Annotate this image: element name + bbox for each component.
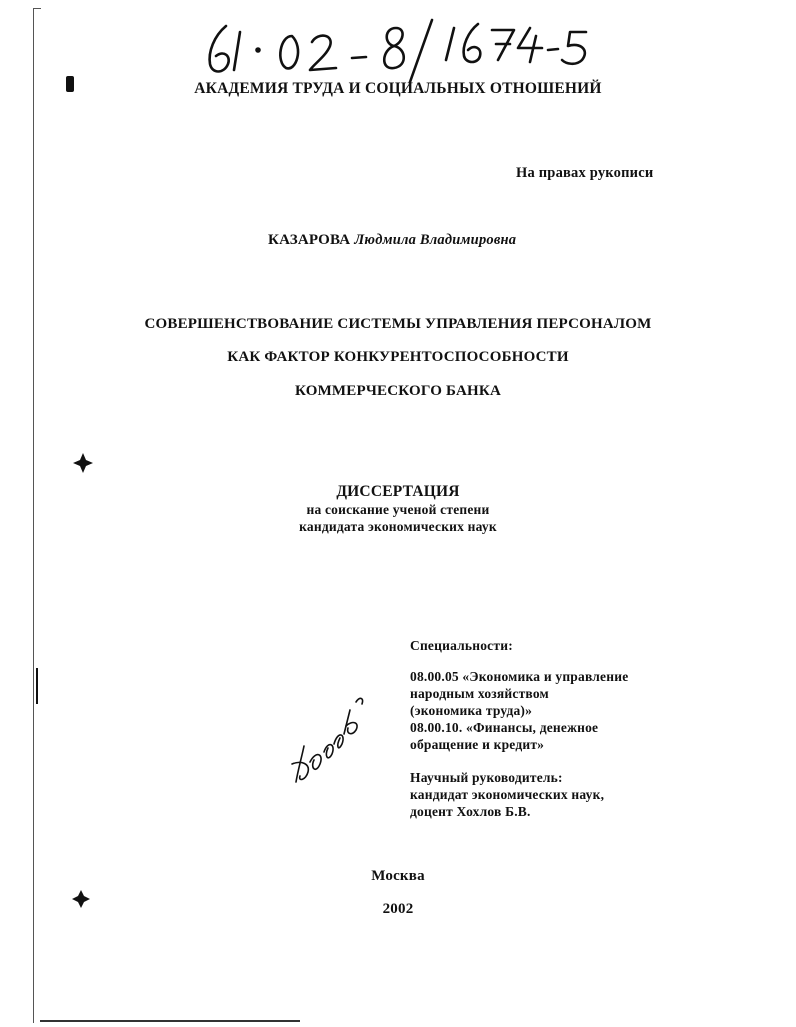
- author-line: [268, 232, 516, 249]
- document-type: ДИССЕРТАЦИЯ: [336, 483, 460, 500]
- manuscript-rights-note: На правах рукописи: [516, 165, 654, 181]
- specialty-line-5: обращение и кредит»: [410, 737, 545, 752]
- supervisor-line-1: Научный руководитель:: [410, 770, 563, 785]
- author-given-names: Людмила Владимировна: [354, 232, 517, 248]
- institution-name: АКАДЕМИЯ ТРУДА И СОЦИАЛЬНЫХ ОТНОШЕНИЙ: [194, 80, 602, 97]
- specialty-line-3: (экономика труда)»: [410, 703, 533, 718]
- author-surname: КАЗАРОВА: [268, 232, 351, 248]
- scan-bottom-edge: [40, 1020, 300, 1022]
- author-signature: [288, 690, 368, 795]
- signature-svg: [288, 690, 368, 790]
- title-line-1: СОВЕРШЕНСТВОВАНИЕ СИСТЕМЫ УПРАВЛЕНИЯ ПЕРСОНАЛОМ: [144, 316, 652, 332]
- specialty-line-4: 08.00.10. «Финансы, денежное: [410, 720, 599, 735]
- supervisor-line-2: кандидат экономических наук,: [410, 787, 605, 802]
- archive-number-svg: [196, 14, 606, 84]
- scan-mark-left: [36, 668, 38, 704]
- degree-line-1: на соискание ученой степени: [306, 502, 490, 517]
- specialty-line-1: 08.00.05 «Экономика и управление: [410, 669, 629, 684]
- year: 2002: [382, 901, 414, 917]
- title-line-2: КАК ФАКТОР КОНКУРЕНТОСПОСОБНОСТИ: [227, 349, 569, 365]
- specialty-line-2: народным хозяйством: [410, 686, 549, 701]
- supervisor-line-3: доцент Хохлов Б.В.: [410, 804, 531, 819]
- specialties-label: Специальности:: [410, 638, 513, 653]
- city: Москва: [371, 868, 425, 884]
- scan-blot-middle: [72, 452, 94, 474]
- title-line-3: КОММЕРЧЕСКОГО БАНКА: [295, 383, 501, 399]
- degree-line-2: кандидата экономических наук: [299, 519, 497, 534]
- archive-number-handwritten: [196, 14, 606, 89]
- scan-top-edge: [33, 8, 41, 9]
